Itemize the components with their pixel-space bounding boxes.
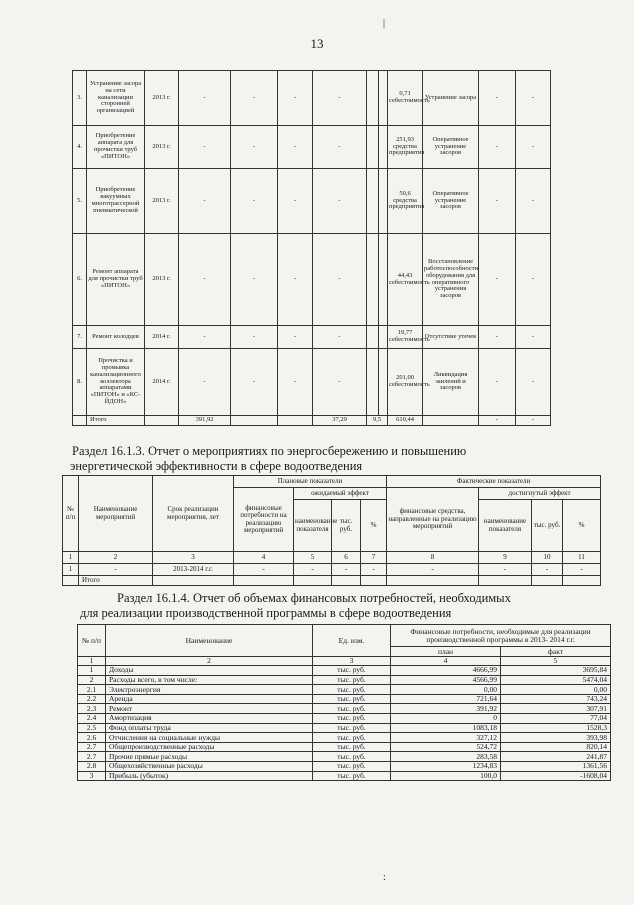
table-row: [78, 752, 611, 762]
total-label: Итого: [87, 416, 145, 426]
row-fact: 241,87: [501, 752, 611, 762]
measure-year: 2014 г.: [145, 326, 179, 349]
column-number: 1: [63, 552, 79, 564]
empty-cell: [367, 169, 379, 234]
row-name: -: [79, 564, 153, 576]
empty-cell: -: [278, 326, 313, 349]
energy-saving-table: [62, 475, 601, 586]
row-name: Прочие прямые расходы: [106, 752, 313, 762]
measure-name: Устранение засора на сети канализации сторонней организацией: [87, 71, 145, 126]
empty-cell: [379, 349, 388, 416]
row-number: 2.1: [78, 685, 106, 695]
total-amount: 610,44: [388, 416, 423, 426]
row-number: 2: [78, 675, 106, 685]
empty-cell: -: [231, 326, 278, 349]
row-name: Фонд оплаты труда: [106, 723, 313, 733]
row-unit: тыс. руб.: [313, 723, 391, 733]
measure-effect: Оперативное устранение засоров: [423, 126, 479, 169]
column-number: 5: [501, 657, 611, 666]
row-fact: 393,98: [501, 733, 611, 743]
measure-amount: 201,00 себестоимость: [388, 349, 423, 416]
t3-header-plan: план: [391, 647, 501, 657]
row-plan: 391,92: [391, 704, 501, 714]
table-row: [78, 666, 611, 676]
row-fact: 307,91: [501, 704, 611, 714]
column-number: 3: [153, 552, 234, 564]
column-number: 4: [391, 657, 501, 666]
row-fact: 77,04: [501, 713, 611, 723]
table-row: [78, 704, 611, 714]
empty-cell: [367, 71, 379, 126]
column-number: 3: [313, 657, 391, 666]
measure-amount: 50,6 средства предприятия: [388, 169, 423, 234]
row-unit: тыс. руб.: [313, 771, 391, 781]
row-value: -: [361, 564, 387, 576]
row-number: 2.6: [78, 733, 106, 743]
total-value-1: 37,29: [313, 416, 367, 426]
t3-header-needs: Финансовые потребности, необходимые для реализации производственной программы в 2013- 2014 г.г.: [391, 625, 611, 647]
t2-header-number: № п/п: [63, 476, 79, 552]
section-16-1-3-title-line-2: энергетической эффективности в сфере водоотведения: [70, 459, 363, 473]
row-fact: 743,24: [501, 694, 611, 704]
empty-cell: [379, 126, 388, 169]
row-unit: тыс. руб.: [313, 704, 391, 714]
row-number: 2.8: [78, 761, 106, 771]
column-number: 2: [79, 552, 153, 564]
row-plan: 100,0: [391, 771, 501, 781]
row-fact: 0,00: [501, 685, 611, 695]
t3-header-name: Наименование: [106, 625, 313, 657]
empty-cell: [563, 576, 601, 586]
row-name: Ремонт: [106, 704, 313, 714]
empty-cell: -: [278, 169, 313, 234]
table-row: [78, 685, 611, 695]
empty-cell: -: [179, 326, 231, 349]
measure-number: 6.: [73, 234, 87, 326]
row-fact: 1361,56: [501, 761, 611, 771]
empty-cell: [73, 416, 87, 426]
measure-number: 3.: [73, 71, 87, 126]
empty-cell: -: [179, 169, 231, 234]
empty-cell: -: [516, 71, 551, 126]
row-plan: 524,72: [391, 742, 501, 752]
t2-header-plan-finance: финансовые потребности на реализацию мероприятий: [234, 488, 294, 552]
empty-cell: -: [479, 349, 516, 416]
measure-name: Ремонт аппарата для прочистки труб «ПИТОН»: [87, 234, 145, 326]
empty-cell: -: [516, 169, 551, 234]
empty-cell: [479, 576, 532, 586]
empty-cell: -: [179, 349, 231, 416]
empty-cell: [231, 416, 278, 426]
column-number: 9: [479, 552, 532, 564]
row-unit: тыс. руб.: [313, 733, 391, 743]
empty-cell: [145, 416, 179, 426]
row-unit: тыс. руб.: [313, 742, 391, 752]
row-number: 2.7: [78, 752, 106, 762]
row-unit: тыс. руб.: [313, 666, 391, 676]
table-row: [78, 723, 611, 733]
margin-mark: |: [383, 18, 386, 29]
t2-header-actual: Фактические показатели: [387, 476, 601, 488]
row-unit: тыс. руб.: [313, 713, 391, 723]
row-value: -: [563, 564, 601, 576]
financial-needs-table: [77, 624, 611, 781]
row-name: Расходы всего, в том числе:: [106, 675, 313, 685]
table-row: [78, 713, 611, 723]
measure-row: [73, 349, 551, 416]
measure-effect: Оперативное устранение засоров: [423, 169, 479, 234]
row-fact: 5474,04: [501, 675, 611, 685]
row-name: Доходы: [106, 666, 313, 676]
empty-cell: [379, 234, 388, 326]
measure-row: [73, 126, 551, 169]
empty-cell: [361, 576, 387, 586]
empty-cell: [367, 326, 379, 349]
empty-cell: -: [179, 234, 231, 326]
measure-year: 2013 г.: [145, 126, 179, 169]
t2-header-rub: тыс. руб.: [332, 500, 361, 552]
row-number: 3: [78, 771, 106, 781]
empty-cell: [379, 169, 388, 234]
row-value: -: [387, 564, 479, 576]
empty-cell: [294, 576, 332, 586]
measure-number: 5.: [73, 169, 87, 234]
t2-header-percent-2: %: [563, 500, 601, 552]
empty-cell: [379, 326, 388, 349]
row-number: 2.5: [78, 723, 106, 733]
t3-header-fact: факт: [501, 647, 611, 657]
empty-cell: -: [479, 234, 516, 326]
row-name: Аренда: [106, 694, 313, 704]
row-fact: 820,14: [501, 742, 611, 752]
row-name: Отчисления на социальные нужды: [106, 733, 313, 743]
row-plan: 721,64: [391, 694, 501, 704]
row-name: Прибыль (убыток): [106, 771, 313, 781]
empty-cell: [423, 416, 479, 426]
empty-cell: -: [516, 234, 551, 326]
row-number: 2.4: [78, 713, 106, 723]
empty-cell: [532, 576, 563, 586]
table-row: [78, 742, 611, 752]
section-16-1-4-title-line-2: для реализации производственной программы в сфере водоотведения: [80, 606, 452, 620]
empty-cell: [332, 576, 361, 586]
row-value: -: [479, 564, 532, 576]
measure-year: 2014 г.: [145, 349, 179, 416]
section-16-1-4-title-line-1: Раздел 16.1.4. Отчет об объемах финансовых потребностей, необходимых: [117, 591, 511, 605]
page-number: 13: [310, 36, 324, 51]
empty-cell: -: [313, 126, 367, 169]
empty-cell: -: [479, 169, 516, 234]
row-value: -: [294, 564, 332, 576]
column-number: 5: [294, 552, 332, 564]
empty-cell: -: [313, 234, 367, 326]
empty-cell: -: [179, 126, 231, 169]
table-row: [78, 761, 611, 771]
row-plan: 4666,99: [391, 666, 501, 676]
row-plan: 1234,83: [391, 761, 501, 771]
measure-year: 2013 г.: [145, 234, 179, 326]
row-number: 2.2: [78, 694, 106, 704]
empty-cell: -: [313, 71, 367, 126]
empty-cell: -: [231, 71, 278, 126]
measure-year: 2013 г.: [145, 169, 179, 234]
t2-header-period: Срок реализации мероприятия, лет: [153, 476, 234, 552]
column-number: 11: [563, 552, 601, 564]
row-unit: тыс. руб.: [313, 675, 391, 685]
row-period: 2013-2014 г.г.: [153, 564, 234, 576]
row-plan: 327,12: [391, 733, 501, 743]
column-number: 1: [78, 657, 106, 666]
empty-cell: -: [278, 126, 313, 169]
empty-cell: [278, 416, 313, 426]
measure-amount: 251,93 средства предприятия: [388, 126, 423, 169]
row-plan: 0: [391, 713, 501, 723]
measure-name: Приобретение вакуумных многотрассерной пневматической: [87, 169, 145, 234]
empty-cell: [367, 234, 379, 326]
empty-cell: [387, 576, 479, 586]
t2-header-fact-finance: финансовые средства, направленные на реализацию мероприятий: [387, 488, 479, 552]
section-16-1-3-title-line-1: Раздел 16.1.3. Отчет о мероприятиях по энергосбережению и повышению: [72, 444, 467, 458]
total-label: Итого: [79, 576, 153, 586]
row-name: Электроэнергия: [106, 685, 313, 695]
measure-number: 4.: [73, 126, 87, 169]
row-plan: 4566,99: [391, 675, 501, 685]
row-unit: тыс. руб.: [313, 694, 391, 704]
column-number: 7: [361, 552, 387, 564]
table-row: [78, 694, 611, 704]
measure-row: [73, 71, 551, 126]
empty-cell: -: [313, 326, 367, 349]
row-unit: тыс. руб.: [313, 761, 391, 771]
t2-header-rub-2: тыс. руб.: [532, 500, 563, 552]
row-fact: 3695,84: [501, 666, 611, 676]
empty-cell: [234, 576, 294, 586]
measure-total-row: [73, 416, 551, 426]
total-value-2: 9,5: [367, 416, 388, 426]
measure-amount: 19,77 себестоимость: [388, 326, 423, 349]
column-number: 6: [332, 552, 361, 564]
total-sum: 391,92: [179, 416, 231, 426]
empty-cell: -: [479, 71, 516, 126]
table-row: [78, 733, 611, 743]
empty-cell: -: [516, 349, 551, 416]
measure-number: 8.: [73, 349, 87, 416]
measure-row: [73, 169, 551, 234]
measure-effect: Восстановление работоспособности оборудования для оперативного устранения засоров: [423, 234, 479, 326]
row-number: 2.3: [78, 704, 106, 714]
measure-name: Прочистка и промывка канализационного коллектора аппаратами «ПИТОН» и «КС-ЙДОН»: [87, 349, 145, 416]
row-plan: 283,58: [391, 752, 501, 762]
measure-row: [73, 234, 551, 326]
row-value: -: [234, 564, 294, 576]
margin-mark: :: [383, 872, 386, 883]
empty-cell: -: [278, 71, 313, 126]
empty-cell: -: [313, 169, 367, 234]
empty-cell: -: [179, 71, 231, 126]
row-value: -: [532, 564, 563, 576]
empty-cell: -: [516, 416, 551, 426]
table-row: [78, 675, 611, 685]
row-unit: тыс. руб.: [313, 685, 391, 695]
measure-row: [73, 326, 551, 349]
t2-header-achieved: достигнутый эффект: [479, 488, 601, 500]
row-plan: 1083,18: [391, 723, 501, 733]
row-name: Общехозяйственные расходы: [106, 761, 313, 771]
column-number: 2: [106, 657, 313, 666]
empty-cell: -: [231, 169, 278, 234]
row-number: 1: [78, 666, 106, 676]
measure-amount: 0,71 себестоимость: [388, 71, 423, 126]
row-name: Общепроизводственные расходы: [106, 742, 313, 752]
row-name: Амортизация: [106, 713, 313, 723]
empty-cell: [367, 349, 379, 416]
row-plan: 0,00: [391, 685, 501, 695]
measure-effect: Ликвидация заилений и засоров: [423, 349, 479, 416]
t2-header-name: Наименование мероприятий: [79, 476, 153, 552]
empty-cell: -: [479, 326, 516, 349]
measures-continuation-table: [72, 70, 551, 426]
row-fact: -1608,04: [501, 771, 611, 781]
column-number: 10: [532, 552, 563, 564]
t3-header-unit: Ед. изм.: [313, 625, 391, 657]
empty-cell: -: [278, 234, 313, 326]
t2-header-planned: Плановые показатели: [234, 476, 387, 488]
measure-effect: Устранение засора: [423, 71, 479, 126]
measure-effect: Отсутствие утечек: [423, 326, 479, 349]
empty-cell: -: [516, 126, 551, 169]
measure-amount: 44,43 себестоимость: [388, 234, 423, 326]
t2-header-indicator-2: наименование показателя: [479, 500, 532, 552]
t2-header-percent: %: [361, 500, 387, 552]
empty-cell: -: [231, 126, 278, 169]
empty-cell: [63, 576, 79, 586]
column-number: 8: [387, 552, 479, 564]
empty-cell: [367, 126, 379, 169]
empty-cell: -: [479, 416, 516, 426]
measure-year: 2013 г.: [145, 71, 179, 126]
empty-cell: [153, 576, 234, 586]
t2-header-expected: ожидаемый эффект: [294, 488, 387, 500]
table-row: [78, 771, 611, 781]
empty-cell: -: [231, 234, 278, 326]
empty-cell: -: [516, 326, 551, 349]
row-fact: 1528,3: [501, 723, 611, 733]
empty-cell: [379, 71, 388, 126]
empty-cell: -: [231, 349, 278, 416]
measure-number: 7.: [73, 326, 87, 349]
measure-name: Приобретение аппарата для прочистки труб «ПИТОН»: [87, 126, 145, 169]
row-number: 2.7: [78, 742, 106, 752]
empty-cell: -: [313, 349, 367, 416]
row-number: 1: [63, 564, 79, 576]
row-unit: тыс. руб.: [313, 752, 391, 762]
t3-header-number: № п/п: [78, 625, 106, 657]
row-value: -: [332, 564, 361, 576]
measure-name: Ремонт колодцев: [87, 326, 145, 349]
empty-cell: -: [479, 126, 516, 169]
t2-header-indicator: наименование показателя: [294, 500, 332, 552]
column-number: 4: [234, 552, 294, 564]
empty-cell: -: [278, 349, 313, 416]
